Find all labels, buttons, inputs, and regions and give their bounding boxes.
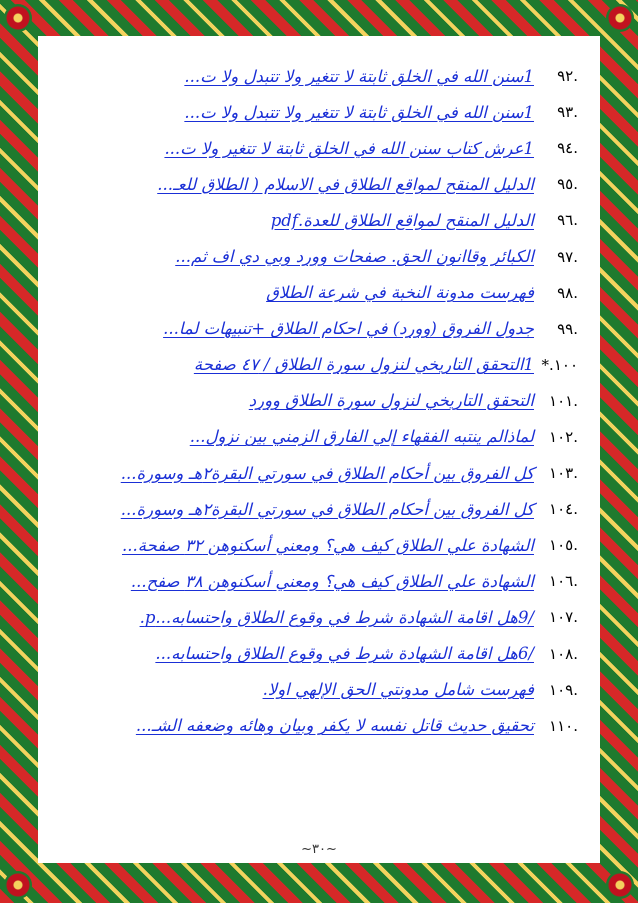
item-number: .١٠٧ bbox=[549, 608, 578, 627]
list-item bbox=[62, 563, 578, 599]
item-number: .١٠٥ bbox=[549, 536, 578, 555]
content-area bbox=[38, 36, 600, 863]
item-link[interactable]: الدليل المنقح لمواقع الطلاق للعدة.pdf bbox=[270, 210, 534, 230]
item-link[interactable]: 1سنن الله في الخلق ثابتة لا تتغير ولا تتبدل ولا ت... bbox=[184, 66, 534, 86]
item-number: .٩٤ bbox=[557, 139, 578, 158]
list-item bbox=[62, 636, 578, 672]
list-item bbox=[62, 599, 578, 635]
item-link[interactable]: الشهادة علي الطلاق كيف هي؟ ومعني أسكنوهن ٣٢ صفحة... bbox=[121, 535, 534, 555]
item-link[interactable]: فهرست شامل مدونتي الحق الإلهي اولا. bbox=[262, 680, 534, 700]
item-number: ١٠٠.* bbox=[541, 355, 578, 374]
poinsettia-corner-icon bbox=[606, 871, 634, 899]
item-number: .١٠٤ bbox=[549, 500, 578, 519]
item-link[interactable]: كل الفروق بين أحكام الطلاق في سورتي البقرة٢هـ وسورة... bbox=[120, 499, 534, 519]
item-link[interactable]: 1عرش كتاب سنن الله في الخلق ثابتة لا تتغير ولا ت... bbox=[164, 138, 534, 158]
list-item bbox=[62, 672, 578, 708]
item-number: .٩٦ bbox=[557, 211, 578, 230]
item-number: .١٠٩ bbox=[549, 680, 578, 699]
item-number: .١١٠ bbox=[549, 716, 578, 735]
page-number: ~٣٠~ bbox=[301, 842, 337, 857]
item-link[interactable]: جدول الفروق (وورد) في احكام الطلاق +تنبيهات لما... bbox=[163, 319, 534, 339]
item-number: .٩٢ bbox=[557, 67, 578, 86]
item-link[interactable]: /6هل اقامة الشهادة شرط في وقوع الطلاق واحتسابه... bbox=[155, 644, 534, 664]
poinsettia-corner-icon bbox=[606, 4, 634, 32]
item-number: .١٠٣ bbox=[549, 464, 578, 483]
item-number: .٩٣ bbox=[557, 103, 578, 122]
list-item bbox=[62, 383, 578, 419]
item-link[interactable]: الشهادة علي الطلاق كيف هي؟ ومعني أسكنوهن ٣٨ صفح... bbox=[130, 571, 534, 591]
item-number: .٩٨ bbox=[557, 283, 578, 302]
list-item bbox=[62, 238, 578, 274]
list-item bbox=[62, 166, 578, 202]
item-link[interactable]: الدليل المنقح لمواقع الطلاق في الاسلام ( الطلاق للعـ... bbox=[157, 174, 534, 194]
item-link[interactable]: /9هل اقامة الشهادة شرط في وقوع الطلاق واحتسابه...p. bbox=[139, 607, 534, 627]
list-item bbox=[62, 708, 578, 744]
item-link[interactable]: لماذالم ينتبه الفقهاء إلي الفارق الزمني بين نزول... bbox=[189, 427, 534, 447]
list-item bbox=[62, 311, 578, 347]
item-number: .١٠٦ bbox=[549, 572, 578, 591]
link-list bbox=[62, 58, 578, 744]
poinsettia-corner-icon bbox=[4, 4, 32, 32]
list-item bbox=[62, 275, 578, 311]
item-number: .٩٩ bbox=[557, 319, 578, 338]
item-link[interactable]: 1التحقق التاريخي لنزول سورة الطلاق / ٤٧ صفحة bbox=[193, 355, 534, 375]
list-item bbox=[62, 455, 578, 491]
item-link[interactable]: التحقق التاريخي لنزول سورة الطلاق وورد bbox=[248, 391, 534, 411]
list-item bbox=[62, 58, 578, 94]
item-link[interactable]: 1سنن الله في الخلق ثابتة لا تتغير ولا تتبدل ولا ت... bbox=[184, 102, 534, 122]
poinsettia-corner-icon bbox=[4, 871, 32, 899]
item-link[interactable]: كل الفروق بين أحكام الطلاق في سورتي البقرة٢هـ وسورة... bbox=[120, 463, 534, 483]
list-item bbox=[62, 94, 578, 130]
list-item bbox=[62, 202, 578, 238]
item-number: .٩٥ bbox=[557, 175, 578, 194]
item-number: .١٠٢ bbox=[549, 427, 578, 446]
item-number: .١٠٨ bbox=[549, 644, 578, 663]
item-number: .٩٧ bbox=[557, 247, 578, 266]
list-item bbox=[62, 347, 578, 383]
item-link[interactable]: تحقيق حديث قاتل نفسه لا يكفر وبيان وهائه وضعفه الشـ... bbox=[135, 716, 534, 736]
list-item bbox=[62, 527, 578, 563]
item-link[interactable]: فهرست مدونة النخبة في شرعة الطلاق bbox=[266, 283, 534, 303]
item-link[interactable]: الكبائر وقاانون الحق. صفحات وورد وبي دي اف ثم... bbox=[175, 247, 534, 267]
list-item bbox=[62, 130, 578, 166]
list-item bbox=[62, 491, 578, 527]
list-item bbox=[62, 419, 578, 455]
item-number: .١٠١ bbox=[549, 391, 578, 410]
